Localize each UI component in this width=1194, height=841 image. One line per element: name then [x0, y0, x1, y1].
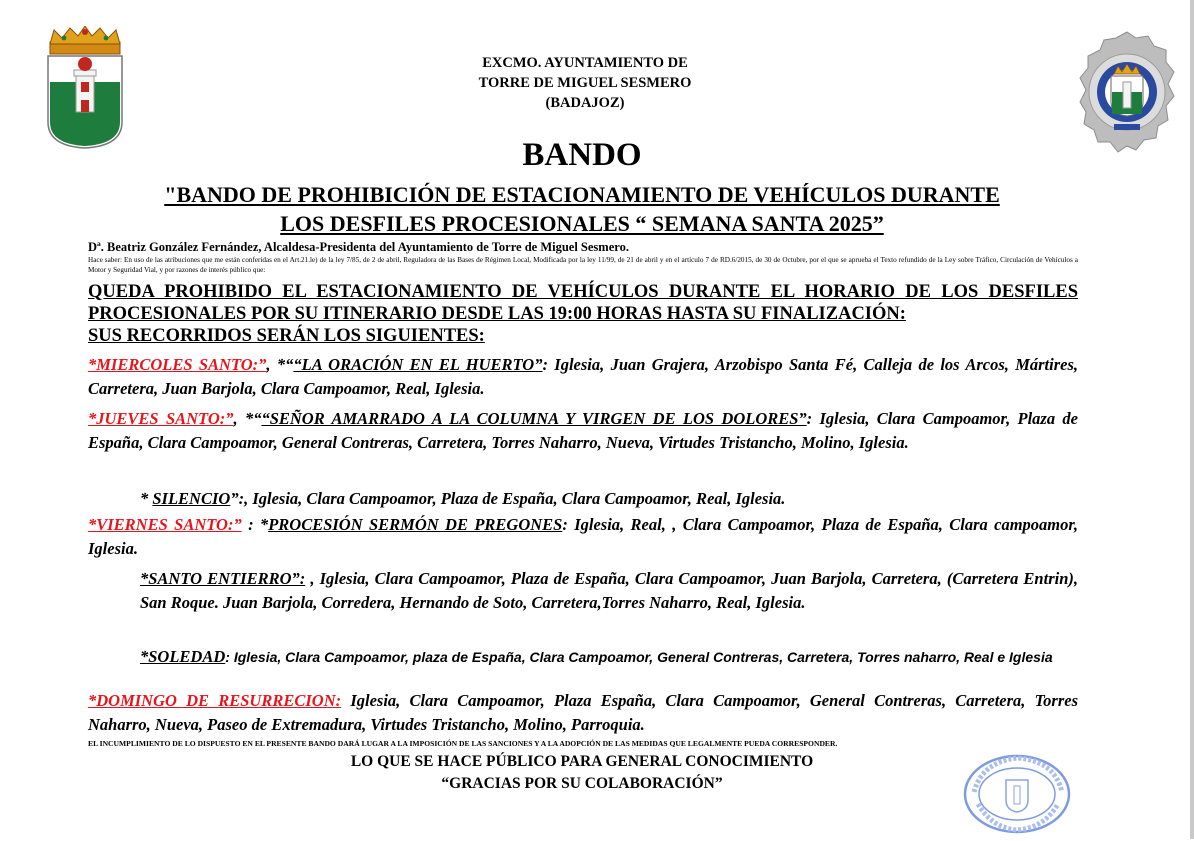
penalty-footnote: EL INCUMPLIMIENTO DE LO DISPUESTO EN EL PRESENTE BANDO DARÁ LUGAR A LA IMPOSICIÓN DE LAS SANCIONES Y A LA ADOPCIÓN DE LAS MEDIDAS QUE LEGALMENTE PUEDA CORRESPONDER.	[88, 739, 838, 748]
separator: , *“	[266, 355, 294, 374]
closing-line-2: “GRACIAS POR SU COLABORACIÓN”	[441, 775, 723, 792]
subtitle-line-1: "BANDO DE PROHIBICIÓN DE ESTACIONAMIENTO DE VEHÍCULOS DURANTE	[164, 182, 1000, 207]
route-soledad	[88, 645, 1078, 669]
route-silencio	[88, 487, 1078, 511]
procession-name: “SEÑOR AMARRADO A LA COLUMNA Y VIRGEN DE LOS DOLORES”	[261, 409, 807, 428]
route-text: ”:, Iglesia, Clara Campoamor, Plaza de España, Clara Campoamor, Real, Iglesia.	[230, 489, 786, 508]
prohibition-line-2: SUS RECORRIDOS SERÁN LOS SIGUIENTES:	[88, 326, 485, 346]
route-text: Iglesia, Clara Campoamor, Plaza España, Clara Campoamor, General Contreras, Carretera, Torres Naharro, Nueva, Paseo de Extremadura, Virtudes Tristancho, Molino, Parroquia.	[88, 691, 1078, 734]
subtitle-line-2: LOS DESFILES PROCESIONALES “ SEMANA SANTA 2025”	[280, 211, 884, 236]
municipality-header	[400, 53, 770, 113]
route-miercoles	[88, 353, 1078, 401]
header-line-1: EXCMO. AYUNTAMIENTO DE	[482, 55, 688, 71]
document-title: BANDO	[522, 137, 642, 173]
procession-name: “LA ORACIÓN EN EL HUERTO”	[293, 355, 543, 374]
header-line-2: TORRE DE MIGUEL SESMERO	[478, 75, 692, 91]
document-subtitle	[70, 180, 1094, 238]
route-text: : Iglesia, Juan Grajera, Arzobispo Santa Fé, Calleja de los Arcos, Mártires, Carretera, Juan Barjola, Clara Campoamor, Real, Iglesia.	[88, 355, 1079, 398]
route-domingo	[88, 689, 1078, 737]
day-label: *JUEVES SANTO:”	[88, 409, 234, 428]
prohibition-line-1: QUEDA PROHIBIDO EL ESTACIONAMIENTO DE VEHÍCULOS DURANTE EL HORARIO DE LOS DESFILES PROCESIONALES POR SU ITINERARIO DESDE LAS 19:00 HORAS HASTA SU FINALIZACIÓN:	[88, 282, 1078, 324]
closing-line-1: LO QUE SE HACE PÚBLICO PARA GENERAL CONOCIMIENTO	[350, 753, 814, 770]
coat-of-arms-icon	[40, 26, 130, 150]
route-text: : Iglesia, Clara Campoamor, plaza de España, Clara Campoamor, General Contreras, Carretera, Torres naharro, Real e Iglesia	[225, 649, 1053, 665]
route-santo-entierro	[88, 567, 1078, 615]
legal-notice: Hace saber: En uso de las atribuciones que me están conferidas en el Art.21.le) de la ley 7/85, de 2 de abril, Reguladora de las Bases de Régimen Local, Modificada por la ley 11/99, de 21 de abril y en el artículo 7 de RD.6/2015, de 30 de Octubre, por el que se aprueba el Texto refundido de la Ley sobre Tráfico, Circulación de Vehículos a Motor y Seguridad Vial, y por razones de interés público que:	[88, 256, 1078, 274]
separator: , *“	[233, 409, 262, 428]
day-label: *VIERNES SANTO:”	[88, 515, 242, 534]
route-jueves	[88, 407, 1078, 455]
procession-name: *SOLEDAD	[140, 647, 226, 666]
separator: *	[140, 489, 153, 508]
separator: : *	[241, 515, 269, 534]
prohibition-notice	[88, 281, 1078, 347]
route-viernes	[88, 513, 1078, 561]
day-label: *MIERCOLES SANTO:”	[88, 355, 267, 374]
signer-line: Dª. Beatriz González Fernández, Alcaldesa-Presidenta del Ayuntamiento de Torre de Miguel Sesmero.	[88, 240, 629, 254]
procession-name: *SANTO ENTIERRO”:	[140, 569, 306, 588]
procession-name: SILENCIO	[152, 489, 231, 508]
route-text: : Iglesia, Clara Campoamor, Plaza de España, Clara Campoamor, General Contreras, Carretera, Torres Naharro, Nueva, Virtudes Tristancho, Molino, Iglesia.	[88, 409, 1079, 452]
closing-text	[0, 751, 1164, 795]
day-label: *DOMINGO DE RESURRECION:	[88, 691, 342, 710]
procession-name: PROCESIÓN SERMÓN DE PREGONES	[268, 515, 563, 534]
page-edge	[1190, 0, 1194, 839]
header-line-3: (BADAJOZ)	[545, 95, 625, 111]
route-text: , Iglesia, Clara Campoamor, Plaza de España, Clara Campoamor, Juan Barjola, Carretera, (Carretera Entrin), San Roque. Juan Barjola, Corredera, Hernando de Soto, Carretera,Torres Naharro, Real, Iglesia.	[140, 569, 1078, 612]
route-text: : Iglesia, Real, , Clara Campoamor, Plaza de España, Clara campoamor, Iglesia.	[88, 515, 1078, 558]
